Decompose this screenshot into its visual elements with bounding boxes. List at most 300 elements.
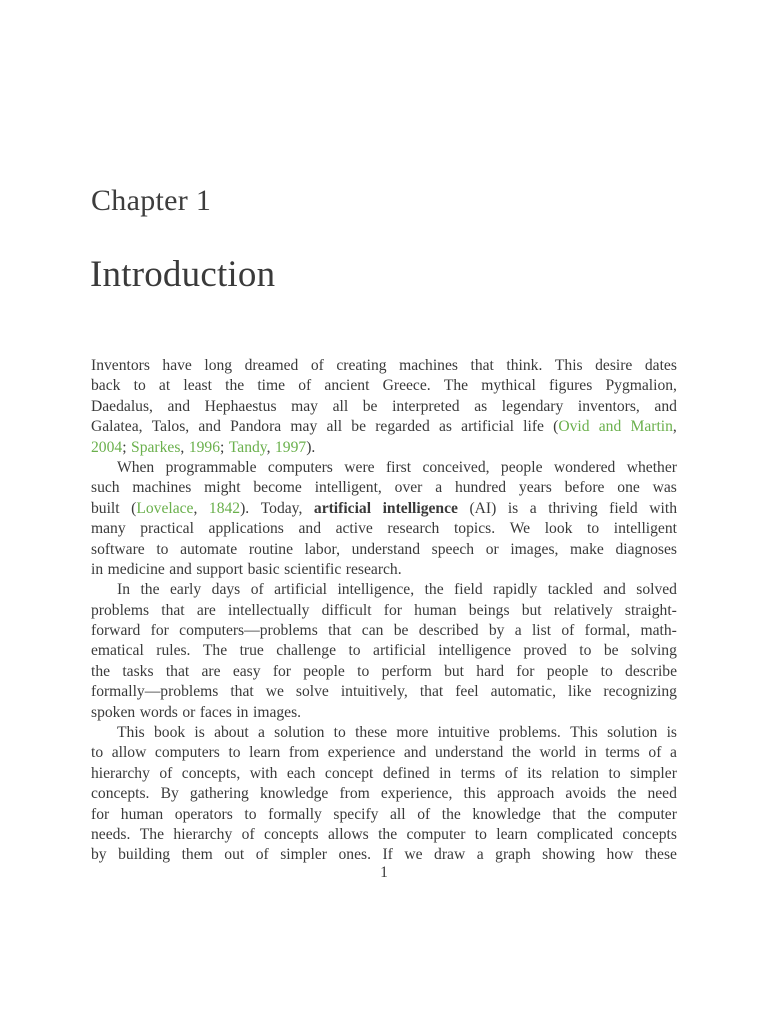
page-number: 1: [380, 864, 388, 881]
word: problems.: [498, 724, 561, 742]
word: from: [339, 785, 370, 803]
word: scientific: [284, 560, 342, 578]
word: before: [564, 479, 605, 497]
word: inventors,: [577, 397, 640, 415]
word: a: [529, 499, 537, 517]
word: people: [500, 458, 543, 476]
word: The: [202, 642, 228, 660]
text-line: [91, 825, 677, 845]
word: routine: [248, 540, 294, 558]
word: practical: [140, 520, 194, 538]
word: the: [378, 825, 398, 843]
word: by: [91, 846, 107, 864]
word: artificial: [461, 418, 514, 436]
word: The: [139, 825, 165, 843]
word: as: [474, 397, 488, 415]
text-line: [91, 723, 677, 743]
word: least: [183, 377, 212, 395]
word: by: [488, 622, 505, 640]
word: Daedalus,: [91, 397, 153, 415]
citation-link[interactable]: Martin: [630, 418, 673, 436]
citation-punct: built: [91, 499, 120, 517]
word: in: [584, 744, 597, 762]
word: may: [291, 397, 318, 415]
word: for: [91, 805, 110, 823]
word: Galatea,: [91, 418, 143, 436]
citation-punct: ).: [306, 438, 316, 456]
word: these: [644, 846, 677, 864]
word: the: [91, 662, 111, 680]
text-line: [91, 499, 677, 519]
word: about: [214, 724, 249, 742]
word: [599, 417, 622, 437]
word: list: [531, 622, 552, 640]
word: automate: [180, 540, 238, 558]
word: creating: [336, 357, 387, 374]
word: be: [351, 418, 366, 436]
citation-punct: (: [553, 418, 559, 436]
text-line: [91, 438, 677, 458]
word: In: [117, 581, 130, 599]
word: for: [150, 622, 169, 640]
word: intelligence: [382, 499, 458, 517]
word: describe: [625, 662, 677, 680]
word: the: [617, 785, 637, 803]
word: or: [485, 540, 499, 558]
word: solve: [295, 683, 329, 701]
word: hierarchy: [173, 825, 233, 843]
word: solved: [636, 581, 677, 599]
word: showing: [542, 846, 596, 864]
word: the: [424, 581, 444, 599]
word: operators: [174, 805, 233, 823]
word: If: [382, 846, 393, 864]
word: whether: [626, 458, 677, 476]
word: building: [118, 846, 171, 864]
word: a: [669, 744, 677, 762]
text-line: [91, 580, 677, 600]
word: gathering: [189, 785, 249, 803]
word: learn: [249, 744, 281, 762]
word: programmable: [165, 458, 257, 476]
word: graph: [495, 846, 531, 864]
word: recognizing: [603, 683, 677, 701]
word: perform: [381, 662, 432, 680]
word: is: [194, 724, 205, 742]
citation-punct: ,: [672, 418, 677, 436]
text-line: [91, 540, 677, 560]
word: terms: [460, 764, 496, 782]
word: true: [239, 642, 264, 660]
word: rapidly: [493, 581, 538, 599]
word: concept: [324, 764, 374, 782]
word: was: [652, 479, 677, 497]
word: concepts: [264, 825, 319, 843]
word: intelligent,: [314, 479, 382, 497]
word: we: [265, 683, 284, 701]
word: simpler: [280, 846, 327, 864]
word: at: [158, 377, 171, 395]
word: in: [439, 764, 452, 782]
word: to: [587, 520, 600, 538]
word: have: [162, 357, 192, 374]
word: to: [244, 805, 257, 823]
word: formal,: [584, 622, 631, 640]
word: to: [579, 642, 592, 660]
word: them: [181, 846, 213, 864]
word: need: [647, 785, 677, 803]
word: basic: [247, 560, 280, 578]
word: software: [91, 540, 145, 558]
word: problems: [91, 601, 150, 619]
word: images,: [510, 540, 559, 558]
word: computers: [154, 744, 220, 762]
word: the: [140, 581, 160, 599]
word: and: [167, 397, 191, 415]
word: legendary: [501, 397, 564, 415]
text-line: [91, 784, 677, 804]
chapter-title: Introduction: [90, 254, 276, 295]
word: with: [249, 764, 278, 782]
word: topics.: [453, 520, 496, 538]
word: applications: [208, 520, 284, 538]
word: a: [257, 724, 265, 742]
word: defined: [382, 764, 430, 782]
word: solving: [630, 642, 677, 660]
word: [275, 438, 315, 458]
citation-link[interactable]: 1996: [188, 438, 220, 456]
word: easy: [232, 662, 261, 680]
word: dates: [644, 357, 677, 374]
word: computer: [618, 805, 677, 823]
word: make: [570, 540, 604, 558]
word: terms: [605, 744, 640, 762]
word: the: [441, 805, 461, 823]
citation-link[interactable]: and: [598, 418, 622, 436]
word: regarded: [375, 418, 430, 436]
word: [131, 438, 184, 458]
word: field: [454, 581, 483, 599]
word: needs.: [91, 825, 131, 843]
word: to: [600, 662, 613, 680]
word: of: [255, 846, 269, 864]
word: human: [414, 601, 457, 619]
word: Greece.: [382, 377, 431, 395]
word: The: [443, 377, 469, 395]
word: and: [298, 520, 321, 538]
word: concepts,: [181, 764, 241, 782]
word: feel: [455, 683, 479, 701]
word: to: [333, 724, 346, 742]
word: rules.: [156, 642, 191, 660]
text-line: [91, 478, 677, 498]
word: the: [587, 805, 607, 823]
word: and: [198, 418, 221, 436]
word: many: [91, 520, 126, 538]
text-line: [91, 805, 677, 825]
word: the: [225, 377, 245, 395]
word: hard: [476, 662, 505, 680]
word: long: [204, 357, 233, 374]
word: of: [250, 581, 264, 599]
word: over: [394, 479, 423, 497]
word: that: [328, 622, 352, 640]
word: all: [332, 397, 349, 415]
word: look: [544, 520, 573, 538]
citation-punct: ,: [266, 438, 271, 456]
word: diagnoses: [615, 540, 677, 558]
word: be: [362, 397, 378, 415]
citation-link[interactable]: 1997: [275, 438, 307, 456]
word: [189, 438, 225, 458]
word: all: [390, 805, 406, 823]
citation-link[interactable]: 2004: [91, 438, 123, 456]
word: people: [546, 662, 589, 680]
word: [630, 417, 676, 437]
word: are: [196, 601, 216, 619]
word: spoken: [91, 703, 136, 721]
word: from: [288, 744, 320, 762]
word: difficult: [321, 601, 372, 619]
word: think.: [506, 357, 543, 374]
citation-link[interactable]: Lovelace: [136, 499, 194, 517]
word: specify: [333, 805, 379, 823]
word: and: [403, 744, 427, 762]
word: (AI): [469, 499, 497, 517]
word: intelligent: [613, 520, 677, 538]
word: of: [417, 805, 431, 823]
word: allows: [327, 825, 369, 843]
word: formally: [268, 805, 322, 823]
word: artificial: [373, 642, 426, 660]
word: straight-: [624, 601, 677, 619]
word: labor,: [304, 540, 340, 558]
word: how: [606, 846, 634, 864]
paragraph: [91, 458, 677, 580]
word: This: [554, 357, 583, 374]
word: and: [603, 581, 626, 599]
word: as: [438, 418, 452, 436]
word: dreamed: [244, 357, 299, 374]
word: [131, 499, 197, 519]
word: active: [335, 520, 373, 538]
word: world: [539, 744, 576, 762]
word: of: [648, 744, 662, 762]
word: book: [153, 724, 186, 742]
word: life: [523, 418, 544, 436]
chapter-label: Chapter 1: [91, 184, 212, 217]
word: first: [385, 458, 412, 476]
word: of: [298, 377, 312, 395]
text-line: [91, 356, 677, 376]
text-line: [91, 703, 677, 723]
word: to: [133, 377, 146, 395]
word: that: [165, 662, 190, 680]
word: experience: [327, 744, 396, 762]
text-line: [91, 397, 677, 417]
word: We: [509, 520, 531, 538]
word: that: [161, 601, 185, 619]
word: might: [204, 479, 241, 497]
word: are: [201, 662, 221, 680]
word: words: [139, 703, 178, 721]
word: Today,: [260, 499, 303, 517]
word: more: [396, 724, 429, 742]
word: days: [211, 581, 241, 599]
citation-link[interactable]: Ovid: [558, 418, 590, 436]
word: were: [344, 458, 375, 476]
word: such: [91, 479, 120, 497]
word: that: [552, 805, 576, 823]
citation-link[interactable]: 1842: [208, 499, 241, 517]
word: be: [393, 622, 409, 640]
word: Talos,: [151, 418, 190, 436]
word: this: [463, 785, 486, 803]
word: each: [286, 764, 316, 782]
word: of: [504, 764, 518, 782]
word: When: [117, 458, 155, 476]
word: that: [230, 683, 254, 701]
word: the: [511, 744, 531, 762]
word: tackled: [547, 581, 593, 599]
word: This: [570, 724, 598, 742]
text-line: [91, 845, 677, 865]
word: is: [666, 724, 677, 742]
word: [91, 438, 127, 458]
citation-link[interactable]: Tandy: [228, 438, 267, 456]
word: of: [159, 764, 173, 782]
word: people: [303, 662, 345, 680]
word: to: [228, 744, 241, 762]
word: support: [196, 560, 244, 578]
word: solution: [607, 724, 658, 742]
word: for: [272, 662, 291, 680]
word: conceived,: [422, 458, 490, 476]
word: intelligence,: [337, 581, 415, 599]
citation-punct: ;: [220, 438, 225, 456]
word: of: [241, 825, 255, 843]
word: a: [514, 622, 522, 640]
word: can: [361, 622, 384, 640]
word: but: [444, 662, 465, 680]
citation-punct: (: [131, 499, 137, 517]
word: intellectually: [228, 601, 310, 619]
word: understand: [434, 744, 504, 762]
word: avoids: [565, 785, 607, 803]
word: ancient: [324, 377, 370, 395]
word: computers—problems: [179, 622, 318, 640]
word: draw: [434, 846, 466, 864]
word: intelligence: [438, 642, 512, 660]
word: figures: [549, 377, 593, 395]
text-line: [91, 560, 677, 580]
word: to: [474, 825, 487, 843]
word: be: [603, 642, 619, 660]
word: out: [224, 846, 245, 864]
word: computers: [267, 458, 333, 476]
paragraph: [91, 356, 677, 458]
paragraph: [91, 580, 677, 723]
word: challenge: [276, 642, 337, 660]
text-line: [91, 621, 677, 641]
word: for: [383, 601, 402, 619]
word: approach: [497, 785, 555, 803]
word: thriving: [548, 499, 598, 517]
word: human: [120, 805, 164, 823]
word: understand: [351, 540, 421, 558]
word: with: [649, 499, 677, 517]
word: beings: [468, 601, 510, 619]
word: of: [310, 357, 324, 374]
word: artificial: [274, 581, 327, 599]
word: wondered: [553, 458, 616, 476]
word: ematical: [91, 642, 144, 660]
text-line: [91, 519, 677, 539]
word: By: [160, 785, 179, 803]
word: like: [567, 683, 592, 701]
word: faces: [199, 703, 232, 721]
word: described: [418, 622, 479, 640]
word: formally—problems: [91, 683, 219, 701]
word: images.: [252, 703, 302, 721]
chapter-body: [91, 356, 677, 866]
word: field: [609, 499, 638, 517]
text-line: [91, 641, 677, 661]
word: to: [348, 642, 361, 660]
word: [91, 499, 120, 519]
word: we: [404, 846, 423, 864]
word: Inventors: [91, 357, 150, 374]
word: a: [476, 846, 484, 864]
word: intuitive: [437, 724, 490, 742]
text-line: [91, 743, 677, 763]
word: artificial: [313, 499, 372, 517]
word: a: [435, 479, 443, 497]
word: experience,: [380, 785, 453, 803]
word: knowledge: [472, 805, 541, 823]
text-line: [91, 601, 677, 621]
text-line: [91, 458, 677, 478]
word: is: [507, 499, 519, 517]
word: computer: [406, 825, 466, 843]
word: interpreted: [392, 397, 460, 415]
word: machines: [132, 479, 192, 497]
word: that: [470, 357, 494, 374]
word: intuitively,: [340, 683, 408, 701]
citation-punct: ,: [180, 438, 185, 456]
word: of: [561, 622, 575, 640]
text-line: [91, 682, 677, 702]
word: hundred: [454, 479, 507, 497]
word: speech: [431, 540, 475, 558]
word: to: [91, 744, 104, 762]
word: proved: [523, 642, 567, 660]
word: simpler: [630, 764, 677, 782]
word: all: [326, 418, 343, 436]
word: [209, 499, 249, 519]
text-line: [91, 417, 677, 437]
word: become: [253, 479, 302, 497]
text-line: [91, 376, 677, 396]
word: This: [117, 724, 145, 742]
word: math-: [640, 622, 677, 640]
citation-link[interactable]: Sparkes: [131, 438, 181, 456]
word: back: [91, 377, 121, 395]
citation-punct: ,: [193, 499, 198, 517]
word: learn: [496, 825, 528, 843]
word: concepts: [622, 825, 677, 843]
word: may: [290, 418, 318, 436]
